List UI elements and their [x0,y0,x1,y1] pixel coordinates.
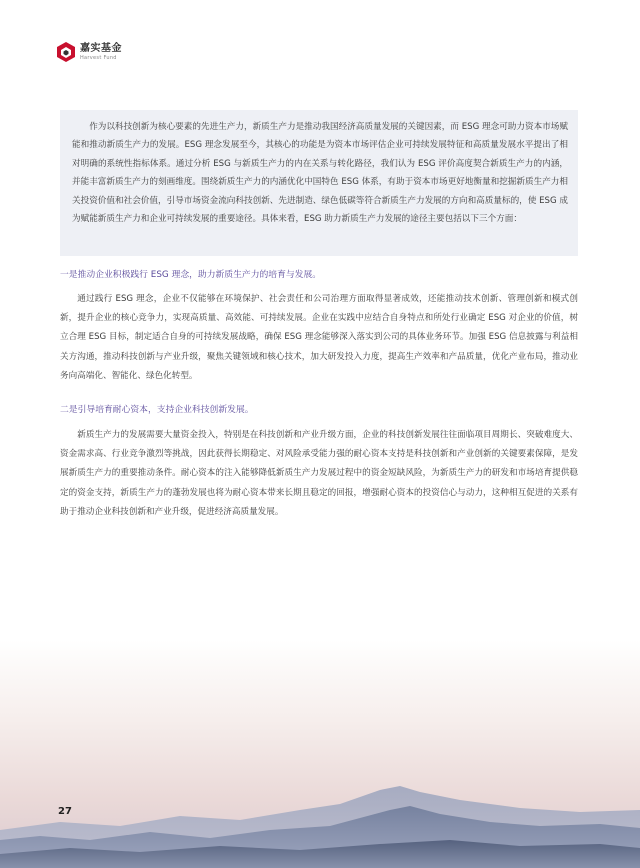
logo-mark-icon [56,41,76,63]
logo-name-cn: 嘉实基金 [80,42,122,54]
section-body-2: 新质生产力的发展需要大量资金投入，特别是在科技创新和产业升级方面，企业的科技创新发展往往面临项目周期长、突破难度大、资金需求高、行业竞争激烈等挑战，因此获得长期稳定、对风险承受能力强的耐心资本支持是科技创新和产业创新的关键要素保障，是发展新质生产力的重要推动条件。耐心资本的注入能够降低新质生产力发展过程中的资金短缺风险，为新质生产力的研发和市场培育提供稳定的资金支持，新质生产力的蓬勃发展也将为耐心资本带来长期且稳定的回报，增强耐心资本的投资信心与动力，这种相互促进的关系有助于推动企业科技创新和产业升级，促进经济高质量发展。 [60,430,578,517]
page-number: 27 [58,806,72,817]
intro-paragraph: 作为以科技创新为核心要素的先进生产力，新质生产力是推动我国经济高质量发展的关键因素，而 ESG 理念可助力资本市场赋能和推动新质生产力的发展。ESG 理念发展至今，其核心的功能是为资本市场评估企业可持续发展特征和高质量发展水平提出了相对明确的系统性指标体系。通过分析 ESG 与新质生产力的内在关系与转化路径，我们认为 ESG 评价高度契合新质生产力的内涵，并能丰富新质生产力的刻画维度。围绕新质生产力的内涵优化中国特色 ESG 体系，有助于资本市场更好地衡量和挖掘新质生产力相关投资价值和社会价值，引导市场资金流向科技创新、先进制造、绿色低碳等符合新质生产力发展的方向和高质量标的，使 ESG 成为赋能新质生产力和企业可持续发展的重要途径。具体来看，ESG 助力新质生产力发展的途径主要包括以下三个方面： [72,122,568,225]
section-body-1: 通过践行 ESG 理念，企业不仅能够在环境保护、社会责任和公司治理方面取得显著成效，还能推动技术创新、管理创新和模式创新，提升企业的核心竞争力，实现高质量、高效能、可持续发展。企业在实践中应结合自身特点和所处行业确定 ESG 对企业的价值，树立合理 ESG 目标，制定适合自身的可持续发展战略，确保 ESG 理念能够深入落实到公司的具体业务环节。加强 ESG 信息披露与利益相关方沟通，推动科技创新与产业升级，聚焦关键领域和核心技术，加大研发投入力度，提高生产效率和产品质量，优化产业布局，推动业务向高端化、智能化、绿色化转型。 [60,294,578,381]
section-title-1: 一是推动企业积极践行 ESG 理念，助力新质生产力的培育与发展。 [60,270,322,280]
section-title-2: 二是引导培育耐心资本，支持企业科技创新发展。 [60,405,254,415]
company-logo [56,40,122,64]
mountain-landscape-illustration [0,640,640,868]
logo-name-en: Harvest Fund [80,54,117,61]
intro-summary-box [60,110,578,256]
